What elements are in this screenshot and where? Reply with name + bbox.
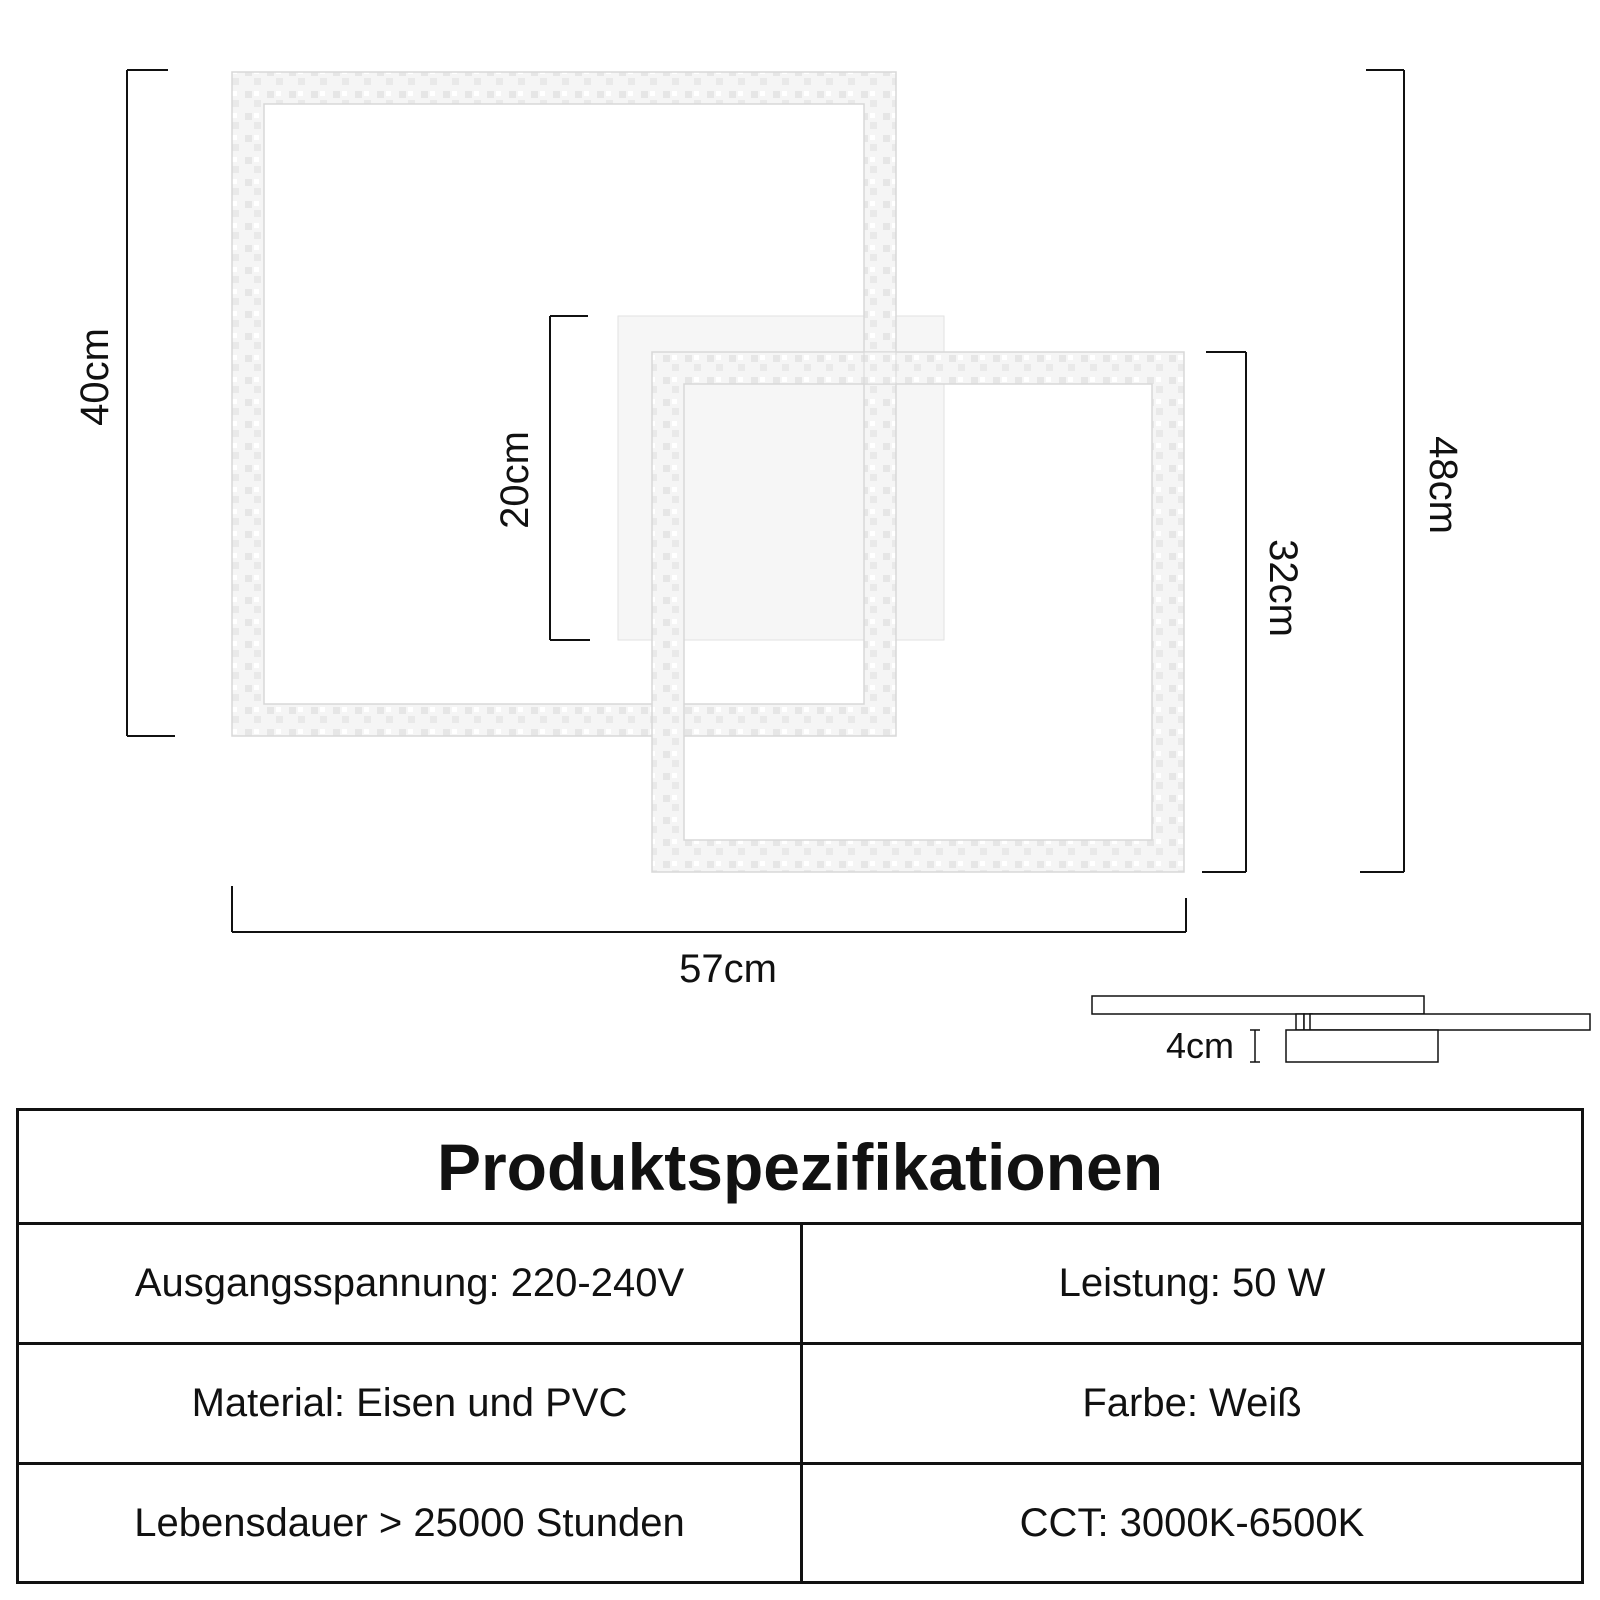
dimension-40cm [127,70,175,736]
dimension-48cm-label: 48cm [1421,436,1465,534]
dimension-40cm-label: 40cm [73,328,117,426]
spec-table [16,1108,1584,1584]
spec-title: Produktspezifikationen [19,1111,1581,1225]
dimension-57cm-label: 57cm [679,947,777,991]
spec-lifetime: Lebensdauer > 25000 Stunden [19,1465,803,1581]
frame-overlap [864,352,896,384]
spec-row [19,1225,1581,1345]
depth-label: 4cm [1165,1025,1235,1066]
dimension-48cm [1360,70,1404,872]
dimension-20cm [550,316,590,640]
depth-marker [1250,1030,1260,1062]
spec-material: Material: Eisen und PVC [19,1345,803,1462]
spec-color: Farbe: Weiß [1082,1381,1302,1425]
spec-row [19,1345,1581,1465]
spec-power: Leistung: 50 W [1058,1261,1326,1305]
dimension-20cm-label: 20cm [493,431,537,529]
spec-cct: CCT: 3000K-6500K [1019,1500,1365,1545]
spec-output-voltage: Ausgangsspannung: 220-240V [19,1225,803,1342]
dimension-32cm [1202,352,1246,872]
dimension-57cm [232,886,1186,932]
dimension-32cm-label: 32cm [1261,539,1305,637]
spec-row [19,1465,1581,1581]
